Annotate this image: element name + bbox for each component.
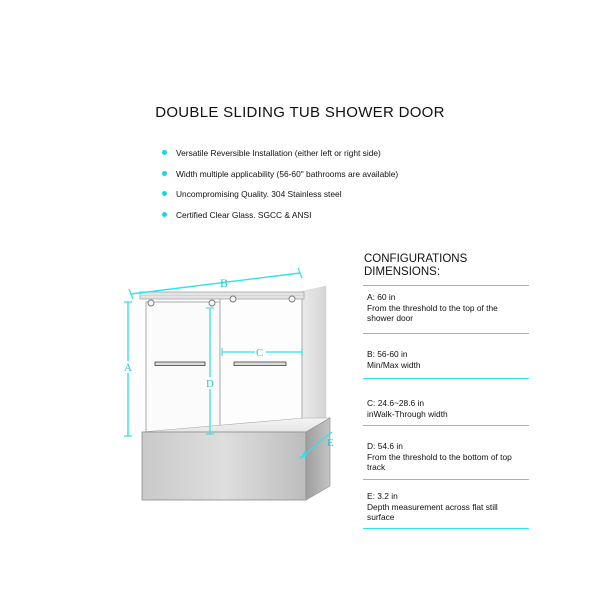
config-desc: Depth measurement across flat still surface [367, 501, 498, 523]
feature-item [162, 188, 398, 209]
config-a [367, 292, 527, 324]
roller-icon [209, 300, 215, 306]
divider [363, 378, 529, 379]
glass-panel-right [220, 298, 302, 436]
roller-icon [230, 296, 236, 302]
feature-item [162, 147, 398, 168]
config-b [367, 349, 527, 370]
config-desc: From the threshold to the top of the shower door [367, 302, 498, 324]
config-value: B: 56-60 in [367, 349, 408, 359]
dimension-label-c: C [256, 347, 264, 359]
feature-text: Certified Clear Glass. SGCC & ANSI [176, 209, 312, 220]
feature-text: Versatile Reversible Installation (either left or right side) [176, 148, 381, 158]
config-desc: Min/Max width [367, 359, 421, 370]
bullet-icon [162, 150, 167, 155]
config-value: C: 24.6~28.6 in [367, 398, 425, 408]
page-title: DOUBLE SLIDING TUB SHOWER DOOR [155, 104, 445, 121]
config-heading-line1: CONFIGURATIONS [364, 253, 468, 265]
feature-item [162, 168, 398, 189]
config-heading-line2: DIMENSIONS: [364, 265, 441, 278]
config-value: D: 54.6 in [367, 441, 403, 451]
door-handle-left [155, 362, 205, 366]
config-c [367, 398, 527, 419]
roller-icon [289, 296, 295, 302]
divider [363, 425, 529, 426]
glass-panel-left [146, 302, 220, 434]
dimension-a [123, 302, 133, 436]
bathtub [142, 418, 330, 500]
dimension-label-e: E [327, 437, 334, 449]
config-value: E: 3.2 in [367, 491, 398, 501]
config-e [367, 491, 527, 523]
divider [363, 528, 529, 529]
bullet-icon [162, 191, 167, 196]
divider [363, 333, 529, 334]
bullet-icon [162, 212, 167, 217]
bullet-icon [162, 171, 167, 176]
dimension-label-b: B [220, 276, 229, 290]
shower-door-diagram [110, 262, 350, 512]
divider [363, 285, 529, 286]
feature-text: Width multiple applicability (56-60" bathrooms are available) [176, 168, 399, 179]
config-value: A: 60 in [367, 292, 396, 302]
feature-list [162, 147, 398, 229]
config-d [367, 441, 527, 473]
config-desc: From the threshold to the bottom of top track [367, 451, 512, 473]
dimension-label-a: A [124, 362, 132, 374]
roller-icon [148, 300, 154, 306]
config-heading [364, 253, 467, 278]
door-handle-right [234, 362, 286, 366]
feature-item [162, 209, 398, 230]
divider [363, 479, 529, 480]
top-track [140, 292, 304, 299]
config-desc: inWalk-Through width [367, 408, 448, 419]
feature-text: Uncompromising Quality. 304 Stainless steel [176, 189, 342, 199]
dimension-label-d: D [206, 378, 214, 390]
